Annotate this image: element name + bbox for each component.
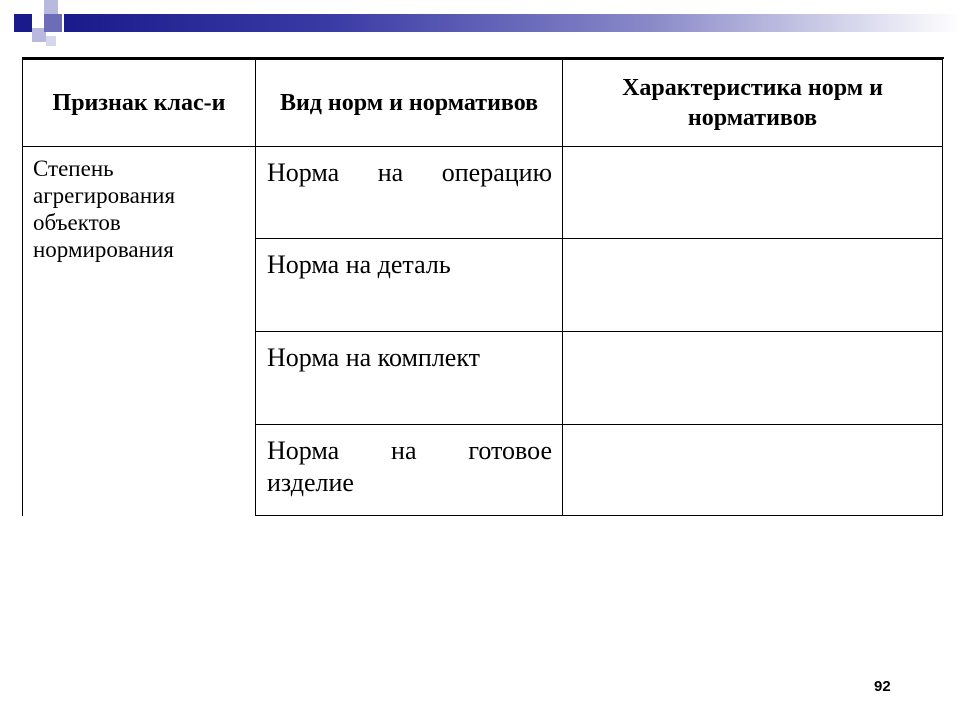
characteristic-cell <box>563 239 943 332</box>
page-number: 92 <box>874 678 891 695</box>
kind-cell: Норма на операцию <box>256 147 563 239</box>
kind-cell: Норма на готовое изделие <box>256 425 563 516</box>
norms-table <box>22 59 943 516</box>
characteristic-cell <box>563 425 943 516</box>
deco-square <box>44 0 58 14</box>
criterion-cell: Степень агрегирования объектов нормирования <box>23 147 256 516</box>
deco-square <box>46 36 56 46</box>
deco-square <box>14 14 32 32</box>
characteristic-cell <box>563 147 943 239</box>
header-decoration <box>0 0 960 60</box>
kind-cell: Норма на деталь <box>256 239 563 332</box>
header-criterion: Признак клас-и <box>23 60 256 147</box>
deco-square <box>44 14 62 32</box>
header-characteristic: Характеристика норм и нормативов <box>563 60 943 147</box>
table-header-row <box>23 60 943 147</box>
characteristic-cell <box>563 332 943 425</box>
header-gradient-bar <box>64 14 960 32</box>
table-row <box>23 147 943 239</box>
header-kind: Вид норм и нормативов <box>256 60 563 147</box>
kind-cell: Норма на комплект <box>256 332 563 425</box>
